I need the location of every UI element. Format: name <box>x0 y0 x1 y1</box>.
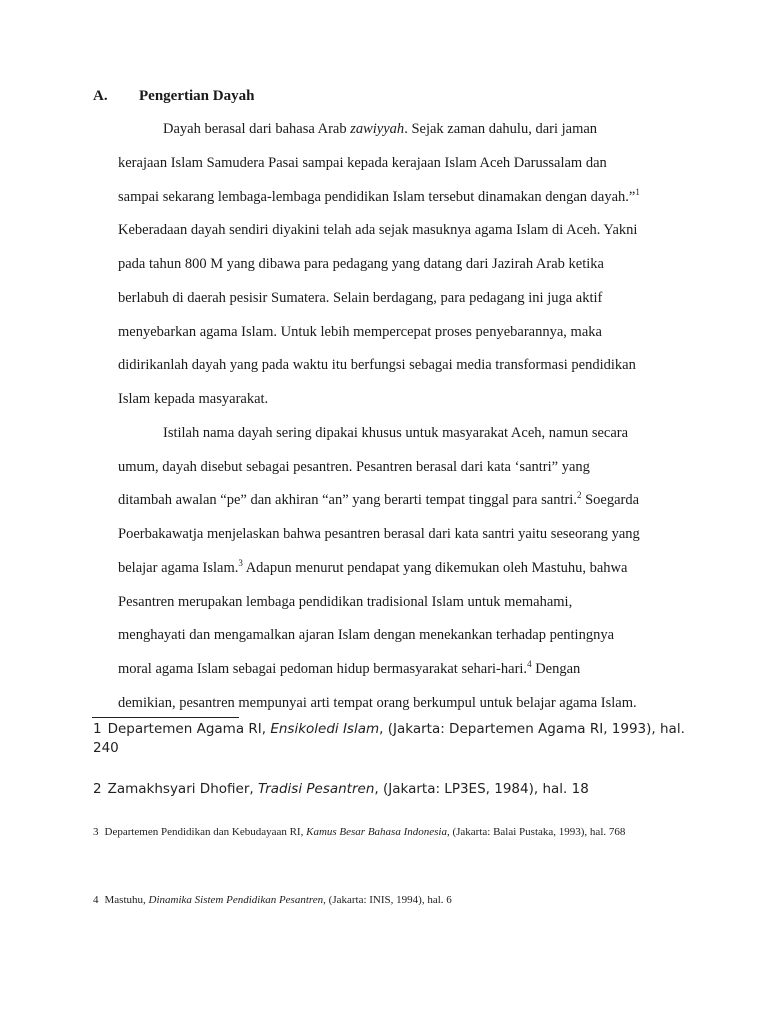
body-line: didirikanlah dayah yang pada waktu itu berfungsi sebagai media transformasi pendidikan <box>118 357 636 373</box>
body-line: menyebarkan agama Islam. Untuk lebih mempercepat proses penyebarannya, maka <box>118 324 602 340</box>
section-number: A. <box>93 88 108 104</box>
body-line: menghayati dan mengamalkan ajaran Islam dengan menekankan terhadap pentingnya <box>118 627 615 643</box>
footnote-ref[interactable]: 2 <box>576 490 582 500</box>
body-line: ditambah awalan “pe” dan akhiran “an” yang berarti tempat tinggal para santri.$^2$ Soegarda <box>118 490 640 508</box>
section-heading <box>93 85 254 107</box>
body-line: demikian, pesantren mempunyai arti tempat orang berkumpul untuk belajar agama Islam. <box>118 695 637 711</box>
footnote-3: 3 Departemen Pendidikan dan Kebudayaan RI, Kamus Besar Bahasa Indonesia, (Jakarta: Balai Pustaka, 1993), hal. 768 <box>93 826 626 838</box>
footnote-ref[interactable]: 1 <box>635 187 640 197</box>
footnote-separator <box>92 717 239 718</box>
body-line: Islam kepada masyarakat. <box>118 391 269 407</box>
body-line: sampai sekarang lembaga-lembaga pendidikan Islam tersebut dinamakan dengan dayah.”$^1$ <box>118 187 640 205</box>
body-line: kerajaan Islam Samudera Pasai sampai kepada kerajaan Islam Aceh Darussalam dan <box>118 155 607 171</box>
body-line: Pesantren merupakan lembaga pendidikan tradisional Islam untuk memahami, <box>118 594 573 610</box>
body-line: pada tahun 800 M yang dibawa para pedagang yang datang dari Jazirah Arab ketika <box>118 256 604 272</box>
section-title: Pengertian Dayah <box>139 88 255 104</box>
footnote-1: 1 Departemen Agama RI, Ensikoledi Islam, (Jakarta: Departemen Agama RI, 1993), hal. 240 <box>93 721 685 756</box>
body-line: Dayah berasal dari bahasa Arab zawiyyah. Sejak zaman dahulu, dari jaman <box>163 121 598 137</box>
body-line: berlabuh di daerah pesisir Sumatera. Selain berdagang, para pedagang ini juga aktif <box>118 290 603 306</box>
body-line: belajar agama Islam.$^3$ Adapun menurut pendapat yang dikemukan oleh Mastuhu, bahwa <box>118 558 628 576</box>
body-line: umum, dayah disebut sebagai pesantren. Pesantren berasal dari kata ‘santri” yang <box>118 459 590 475</box>
footnote-ref[interactable]: 4 <box>527 659 532 669</box>
body-line: Keberadaan dayah sendiri diyakini telah ada sejak masuknya agama Islam di Aceh. Yakni <box>118 222 638 238</box>
footnote-4: 4 Mastuhu, Dinamika Sistem Pendidikan Pesantren, (Jakarta: INIS, 1994), hal. 6 <box>93 894 452 906</box>
body-line: moral agama Islam sebagai pedoman hidup bermasyarakat sehari-hari.$^4$ Dengan <box>118 659 581 677</box>
body-line: Poerbakawatja menjelaskan bahwa pesantren berasal dari kata santri yaitu seseorang yang <box>118 526 640 542</box>
footnote-ref[interactable]: 3 <box>238 558 243 568</box>
footnote-2: 2 Zamakhsyari Dhofier, Tradisi Pesantren, (Jakarta: LP3ES, 1984), hal. 18 <box>93 781 589 797</box>
body-line: Istilah nama dayah sering dipakai khusus untuk masyarakat Aceh, namun secara <box>163 425 629 441</box>
